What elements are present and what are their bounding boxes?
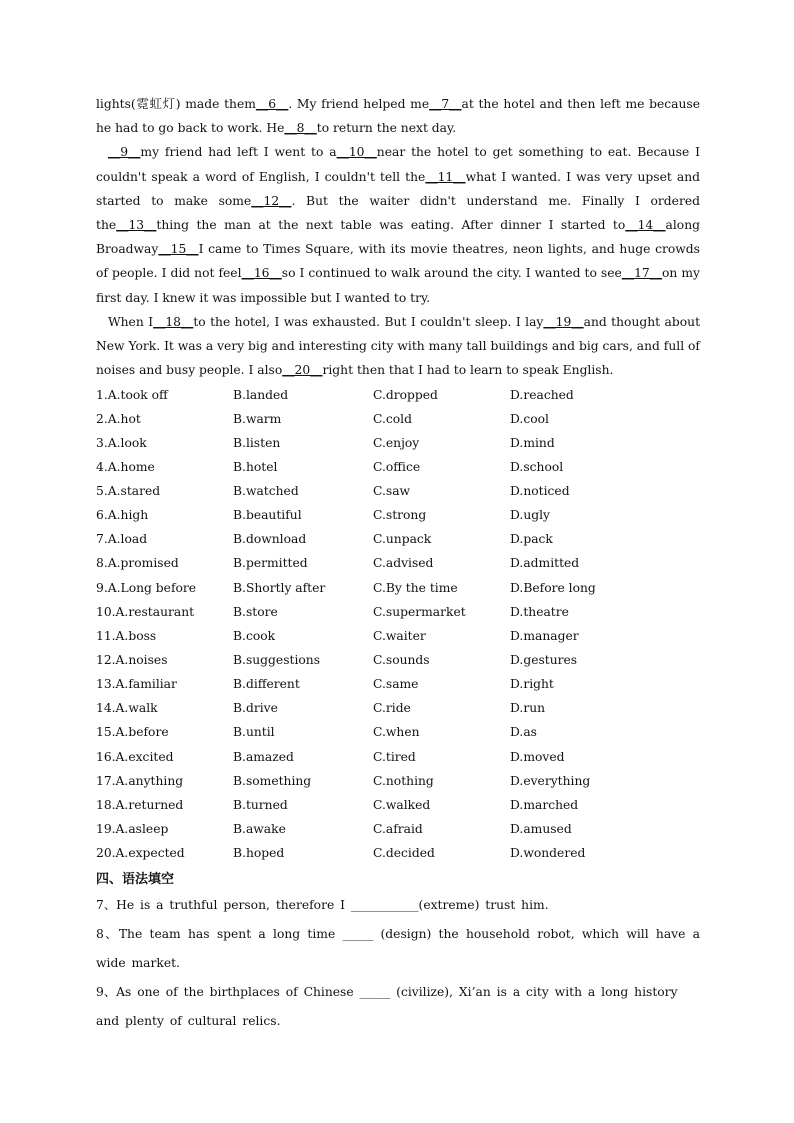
passage-paragraph-3 xyxy=(96,310,700,383)
answer-blank: __16__ xyxy=(241,266,282,281)
option-a: 4.A.home xyxy=(96,459,155,474)
option-a: 16.A.excited xyxy=(96,749,174,764)
option-row xyxy=(96,793,700,817)
option-a: 1.A.took off xyxy=(96,387,168,402)
option-d: D.reached xyxy=(510,387,574,402)
option-b: B.turned xyxy=(233,797,288,812)
option-c: C.By the time xyxy=(373,580,458,595)
answer-blank: __13__ xyxy=(116,218,157,233)
passage-text: what I wanted. I was very upset and started to make some xyxy=(96,169,700,208)
option-row xyxy=(96,720,700,744)
option-b: B.listen xyxy=(233,435,281,450)
option-b: B.warm xyxy=(233,411,282,426)
options-table xyxy=(96,382,700,865)
option-d: D.ugly xyxy=(510,508,551,523)
section-title: 四、语法填空 xyxy=(96,872,175,888)
option-c: C.tired xyxy=(373,749,416,764)
option-b: B.awake xyxy=(233,822,286,837)
option-d: D.theatre xyxy=(510,604,569,619)
passage-paragraph-1 xyxy=(96,92,700,140)
option-c: C.nothing xyxy=(373,773,434,788)
option-row xyxy=(96,551,700,575)
option-d: D.school xyxy=(510,459,564,474)
option-c: C.unpack xyxy=(373,532,432,547)
option-a: 5.A.stared xyxy=(96,484,161,499)
answer-blank: __15__ xyxy=(158,242,199,257)
passage-text: so I continued to walk around the city. I wanted to see xyxy=(281,266,622,281)
option-c: C.walked xyxy=(373,797,431,812)
option-row xyxy=(96,479,700,503)
answer-blank: __10__ xyxy=(336,145,377,160)
option-row xyxy=(96,382,700,406)
option-row xyxy=(96,624,700,648)
passage-text: along Broadway xyxy=(96,218,700,257)
option-c: C.waiter xyxy=(373,628,426,643)
answer-blank: __9__ xyxy=(108,145,141,160)
option-d: D.marched xyxy=(510,797,579,812)
option-a: 20.A.expected xyxy=(96,846,185,861)
answer-blank: __14__ xyxy=(625,218,666,233)
passage-text: . My friend helped me xyxy=(288,97,430,111)
answer-blank: __20__ xyxy=(282,363,323,378)
option-row xyxy=(96,576,700,600)
option-c: C.strong xyxy=(373,508,427,523)
option-a: 18.A.returned xyxy=(96,797,184,812)
option-d: D.right xyxy=(510,677,554,692)
passage-text: . But the waiter didn't understand me. Finally I ordered the xyxy=(96,193,700,233)
option-a: 10.A.restaurant xyxy=(96,604,195,619)
option-row xyxy=(96,600,700,624)
passage-text: my friend had left I went to a xyxy=(140,145,337,160)
answer-blank: __11__ xyxy=(425,169,466,184)
option-a: 13.A.familiar xyxy=(96,677,177,692)
option-a: 12.A.noises xyxy=(96,653,168,668)
option-d: D.as xyxy=(510,725,537,740)
option-row xyxy=(96,648,700,672)
option-a: 19.A.asleep xyxy=(96,822,169,837)
option-c: C.office xyxy=(373,459,421,474)
option-row xyxy=(96,407,700,431)
option-a: 9.A.Long before xyxy=(96,580,197,595)
option-d: D.wondered xyxy=(510,846,586,861)
option-a: 2.A.hot xyxy=(96,411,141,426)
option-row xyxy=(96,503,700,527)
option-b: B.different xyxy=(233,677,300,692)
passage-text: to return the next day. xyxy=(316,121,457,136)
passage-text: thing the man at the next table was eating. After dinner I started to xyxy=(156,218,626,233)
option-b: B.watched xyxy=(233,484,299,499)
passage-text: When I xyxy=(108,314,154,329)
answer-blank: __8__ xyxy=(284,121,317,136)
option-c: C.ride xyxy=(373,701,411,716)
passage-text: and thought about New York. It was a very big and interesting city with many tall buildings and big cars, and full of noises and busy people. I also xyxy=(96,314,701,378)
option-a: 17.A.anything xyxy=(96,773,184,788)
option-row xyxy=(96,769,700,793)
option-c: C.sounds xyxy=(373,653,430,668)
answer-blank: __7__ xyxy=(429,97,462,111)
passage-text: to the hotel, I was exhausted. But I couldn't sleep. I lay xyxy=(193,314,544,329)
option-a: 7.A.load xyxy=(96,532,148,547)
option-b: B.hotel xyxy=(233,459,278,474)
option-c: C.cold xyxy=(373,411,412,426)
option-b: B.Shortly after xyxy=(233,580,326,595)
answer-blank: __19__ xyxy=(543,314,584,329)
option-d: D.gestures xyxy=(510,653,578,668)
passage-text: on my first day. I knew it was impossible but I wanted to try. xyxy=(96,266,700,305)
option-b: B.store xyxy=(233,604,278,619)
option-c: C.decided xyxy=(373,846,435,861)
option-c: C.when xyxy=(373,725,420,740)
option-row xyxy=(96,527,700,551)
option-d: D.pack xyxy=(510,532,553,547)
option-b: B.permitted xyxy=(233,556,308,571)
option-b: B.drive xyxy=(233,701,278,716)
option-row xyxy=(96,696,700,720)
option-b: B.cook xyxy=(233,628,276,643)
grammar-question-9: 9、As one of the birthplaces of Chinese _____ (civilize), Xi’an is a city with a long history and plenty of cultural relics. xyxy=(96,985,678,1029)
option-c: C.advised xyxy=(373,556,434,571)
grammar-question-7: 7、He is a truthful person, therefore I ___________(extreme) trust him. xyxy=(96,898,549,913)
option-row xyxy=(96,431,700,455)
option-d: D.mind xyxy=(510,435,555,450)
option-row xyxy=(96,817,700,841)
passage-text: near the hotel to get something to eat. Because I couldn't speak a word of English, I couldn't tell the xyxy=(96,145,700,184)
option-b: B.until xyxy=(233,725,275,740)
option-row xyxy=(96,841,700,865)
option-c: C.saw xyxy=(373,484,411,499)
option-a: 6.A.high xyxy=(96,508,149,523)
option-d: D.Before long xyxy=(510,580,596,595)
option-c: C.dropped xyxy=(373,387,438,402)
option-row xyxy=(96,672,700,696)
option-b: B.something xyxy=(233,773,312,788)
option-a: 15.A.before xyxy=(96,725,169,740)
passage-text: I came to Times Square, with its movie theatres, neon lights, and huge crowds of people. I did not feel xyxy=(96,242,700,281)
option-d: D.run xyxy=(510,701,546,716)
option-row xyxy=(96,745,700,769)
option-b: B.landed xyxy=(233,387,289,402)
passage-text: lights(霓虹灯) made them xyxy=(96,97,256,111)
option-b: B.suggestions xyxy=(233,653,321,668)
option-d: D.cool xyxy=(510,411,549,426)
option-c: C.same xyxy=(373,677,419,692)
option-d: D.admitted xyxy=(510,556,580,571)
option-c: C.afraid xyxy=(373,822,423,837)
option-a: 11.A.boss xyxy=(96,628,157,643)
option-b: B.amazed xyxy=(233,749,294,764)
option-d: D.moved xyxy=(510,749,565,764)
option-b: B.beautiful xyxy=(233,508,302,523)
answer-blank: __12__ xyxy=(251,193,292,208)
option-d: D.noticed xyxy=(510,484,570,499)
passage-paragraph-2 xyxy=(96,140,700,309)
option-a: 14.A.walk xyxy=(96,701,158,716)
option-b: B.download xyxy=(233,532,307,547)
option-d: D.manager xyxy=(510,628,579,643)
option-d: D.everything xyxy=(510,773,591,788)
option-d: D.amused xyxy=(510,822,572,837)
passage-text: at the hotel and then left me because he had to go back to work. He xyxy=(96,97,700,136)
option-a: 3.A.look xyxy=(96,435,147,450)
answer-blank: __17__ xyxy=(621,266,663,281)
worksheet-page xyxy=(96,92,700,1036)
answer-blank: __6__ xyxy=(255,97,289,111)
option-c: C.enjoy xyxy=(373,435,420,450)
grammar-question-8: 8、The team has spent a long time _____ (design) the household robot, which will have a wide market. xyxy=(96,927,700,971)
answer-blank: __18__ xyxy=(153,314,194,329)
option-row xyxy=(96,455,700,479)
option-c: C.supermarket xyxy=(373,604,466,619)
option-a: 8.A.promised xyxy=(96,556,179,571)
passage-text: right then that I had to learn to speak English. xyxy=(322,363,614,378)
option-b: B.hoped xyxy=(233,846,285,861)
